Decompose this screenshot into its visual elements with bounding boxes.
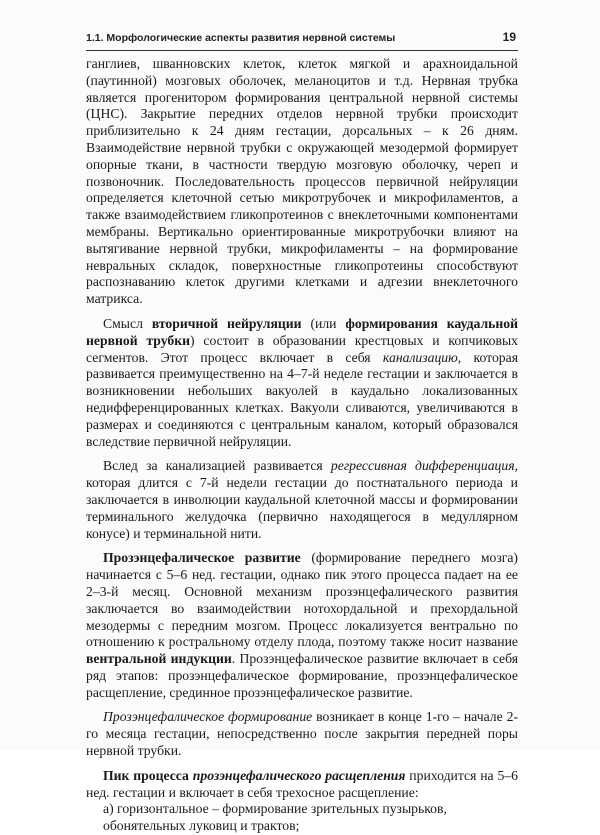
header-rule bbox=[86, 50, 518, 51]
paragraph-text: возникает в конце 1-го – начале 2-го месяца гестации, непосредственно после закрытия передней поры нервной трубки. bbox=[86, 709, 518, 759]
list-item-horizontal: а) горизонтальное – формирование зрительных пузырьков, обонятельных луковиц и трактов; bbox=[103, 801, 447, 834]
term-regressive-differentiation: регрессивная дифференциация bbox=[330, 458, 515, 474]
term-prosencephalic-development: Прозэнцефалическое развитие bbox=[103, 550, 301, 566]
paragraph-text: . Прозэнцефалическое развитие включает в себя ряд этапов: прозэнцефалическое формирование, прозэнцефалическое расщепление, срединное прозэнцефалическое развитие. bbox=[86, 651, 518, 700]
paragraph-1: ганглиев, шванновских клеток, клеток мягкой и арахноидальной (паутинной) мозговых оболочек, меланоцитов и т.д. Нервная трубка является прогенитором формирования центральной нервной системы (ЦНС). Закрытие передних отделов нервной трубки происходит приблизительно к 24 дням гестации, дорсальных – к 26 дням. Взаимодействие нервной трубки с окружающей мезодермой формирует опорные ткани, в частности твердую мозговую оболочку, череп и позвоночник. Последовательность процессов первичной нейруляции определяется клеточной сетью микротрубочек и микрофиламентов, а также взаимодействием гликопротеинов с внеклеточными компонентами мембраны. Вертикально ориентированные микротрубочки влияют на вытягивание нервной трубки, микрофиламенты – на формирование невральных складок, поверхностные гликопротеины способствуют распознаванию клеток другими клетками и адгезии внеклеточного матрикса. bbox=[86, 56, 518, 307]
paragraph-text: Вслед за канализацией развивается bbox=[103, 458, 331, 474]
term-canalization: канализацию bbox=[382, 349, 458, 365]
term-caudal-neural-tube: формирования каудальной нервной трубки bbox=[86, 315, 518, 348]
page-header bbox=[86, 30, 516, 48]
term-secondary-neurulation: вторичной нейруляции bbox=[151, 315, 302, 331]
term-prosencephalic-cleavage: прозэнцефалического расщепления bbox=[192, 767, 406, 783]
running-title: 1.1. Морфологические аспекты развития нервной системы bbox=[86, 32, 396, 44]
paragraph-text: (или bbox=[301, 315, 346, 331]
page-body bbox=[86, 56, 518, 835]
paragraph-prosencephalic-cleavage bbox=[86, 768, 518, 802]
paragraph-text: Смысл bbox=[103, 315, 152, 331]
term-ventral-induction: вентральной индукции bbox=[86, 651, 232, 667]
paragraph-prosencephalic-development bbox=[86, 550, 518, 701]
term-prosencephalic-formation: Прозэнцефалическое формирование bbox=[103, 709, 313, 725]
paragraph-secondary-neurulation bbox=[86, 316, 518, 450]
paragraph-text: , которая длится с 7-й недели гестации до постнатального периода и заключается в инволюции каудальной клеточной массы и формировании терминального желудочка (первично находящегося в медуллярном конусе) и терминальной нити. bbox=[86, 458, 519, 541]
paragraph-prosencephalic-formation bbox=[86, 709, 518, 759]
paragraph-text: (формирование переднего мозга) начинается с 5–6 нед. гестации, однако пик этого процесса падает на ее 2–3-й месяц. Основной механизм прозэнцефалического развития заключается во взаимодействии нотохордальной и прехордальной мезодермы с передним мозгом. Процесс локализуется вентрально по отношению к ростральному отделу плода, поэтому также носит название bbox=[86, 550, 518, 650]
term-peak-of-process: Пик процесса bbox=[103, 767, 189, 783]
paragraph-text: ) состоит в образовании крестцовых и копчиковых сегментов. Этот процесс включает в себя bbox=[86, 332, 518, 365]
page-number: 19 bbox=[502, 30, 516, 44]
paragraph-text: приходится на 5–6 нед. гестации и включает в себя трехосное расщепление: bbox=[86, 767, 518, 800]
paragraph-text: , которая развивается преимущественно на 4–7-й неделе гестации и заключается в возникновении небольших вакуолей в каудально локализованных недифференцированных клетках. Вакуоли сливаются, увеличиваются в размерах и соединяются с центральным каналом, который образовался вследствие первичной нейруляции. bbox=[86, 349, 518, 449]
paragraph-regressive-differentiation bbox=[86, 458, 518, 542]
